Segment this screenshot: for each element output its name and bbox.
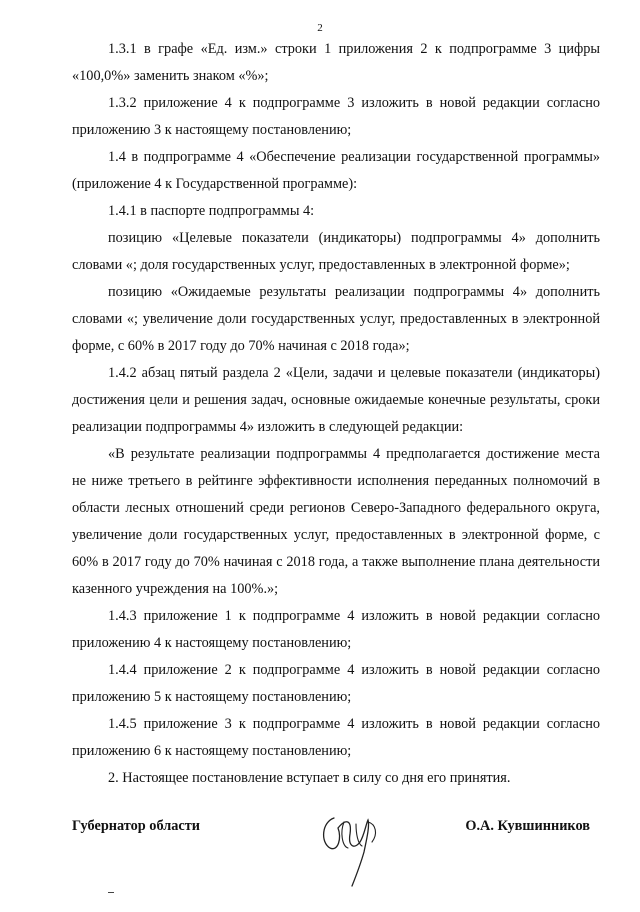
paragraph-1-4-4: 1.4.4 приложение 2 к подпрограмме 4 изложить в новой редакции согласно приложению 5 к настоящему постановлению; <box>72 662 600 705</box>
paragraph-1-4-2: 1.4.2 абзац пятый раздела 2 «Цели, задачи и целевые показатели (индикаторы) достижения цели и решения задач, основные ожидаемые конечные результаты, сроки реализации подпрограммы 4» изложить в следующей редакции: <box>72 365 600 435</box>
paragraph-1-4-3: 1.4.3 приложение 1 к подпрограмме 4 изложить в новой редакции согласно приложению 4 к настоящему постановлению; <box>72 608 600 651</box>
paragraph-quoted-edition: «В результате реализации подпрограммы 4 предполагается достижение места не ниже третьего в рейтинге эффективности исполнения переданных полномочий в области лесных отношений среди регионов Северо-Западного федерального округа, увеличение доли государственных услуг, предоставленных в электронной форме, с 60% в 2017 году до 70% начиная с 2018 года, а также выполнение плана деятельности казенного учреждения на 100%.»; <box>72 446 600 597</box>
document-body <box>72 36 600 792</box>
paragraph-2: 2. Настоящее постановление вступает в силу со дня его принятия. <box>108 770 511 786</box>
signatory-name: О.А. Кувшинников <box>465 818 590 834</box>
paragraph-1-4: 1.4 в подпрограмме 4 «Обеспечение реализации государственной программы» (приложение 4 к Государственной программе): <box>72 149 600 192</box>
paragraph-1-4-1: 1.4.1 в паспорте подпрограммы 4: <box>108 203 315 219</box>
handwritten-signature <box>316 812 386 888</box>
paragraph-expected-results: позицию «Ожидаемые результаты реализации подпрограммы 4» дополнить словами «; увеличение доли государственных услуг, предоставленных в электронной форме, с 60% в 2017 году до 70% начиная с 2018 года»; <box>72 284 600 354</box>
signatory-title: Губернатор области <box>72 818 201 834</box>
paragraph-1-4-5: 1.4.5 приложение 3 к подпрограмме 4 изложить в новой редакции согласно приложению 6 к настоящему постановлению; <box>72 716 600 759</box>
paragraph-target-indicators: позицию «Целевые показатели (индикаторы) подпрограммы 4» дополнить словами «; доля государственных услуг, предоставленных в электронной форме»; <box>72 230 600 273</box>
scan-artifact <box>108 892 114 893</box>
signature-block <box>72 812 600 912</box>
paragraph-1-3-1: 1.3.1 в графе «Ед. изм.» строки 1 приложения 2 к подпрограмме 3 цифры «100,0%» заменить знаком «%»; <box>72 41 600 84</box>
paragraph-1-3-2: 1.3.2 приложение 4 к подпрограмме 3 изложить в новой редакции согласно приложению 3 к настоящему постановлению; <box>72 95 600 138</box>
page-number: 2 <box>317 22 323 34</box>
